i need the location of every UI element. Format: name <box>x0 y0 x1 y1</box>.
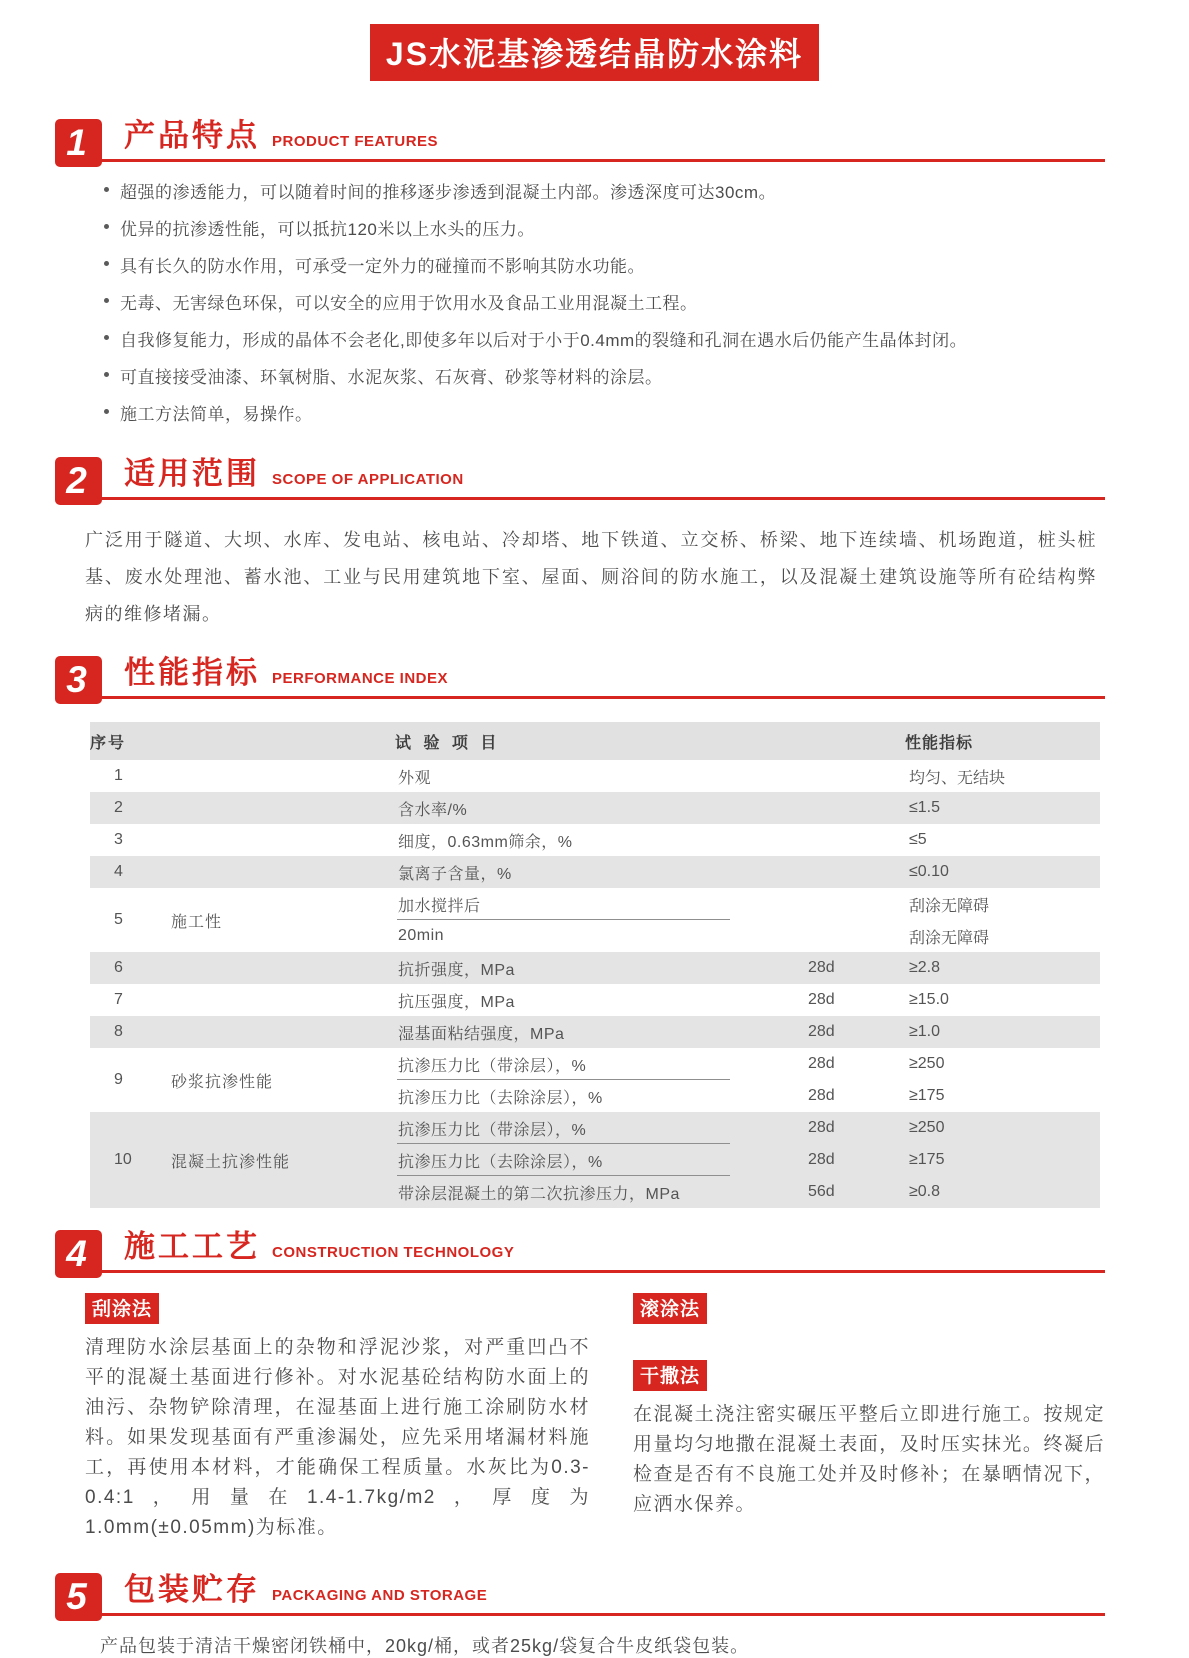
table-row <box>90 856 1100 888</box>
section-subtitle: PERFORMANCE INDEX <box>272 670 449 687</box>
cell-items <box>395 1016 1100 1048</box>
cell-items <box>395 792 1100 824</box>
table-row <box>90 792 1100 824</box>
bullet-dot-icon <box>104 261 109 266</box>
cell-age: 28d <box>808 991 835 1008</box>
feature-item <box>104 289 1129 326</box>
cell-items <box>395 888 1100 952</box>
bullet-dot-icon <box>104 298 109 303</box>
table-subrow <box>395 1112 1100 1144</box>
cell-test-item: 带涂层混凝土的第二次抗渗压力，MPa <box>398 1185 680 1203</box>
table-subrow <box>395 1080 1100 1112</box>
cell-index-value: ≥250 <box>909 1055 945 1072</box>
table-subrow <box>395 920 1100 952</box>
cell-index-value: ≥1.0 <box>909 1023 941 1040</box>
feature-text: 优异的抗渗透性能，可以抵抗120米以上水头的压力。 <box>120 220 535 239</box>
cell-index-value: 均匀、无结块 <box>909 769 1006 787</box>
cell-index-value: ≥250 <box>909 1119 945 1136</box>
section-header-packaging <box>55 1573 1105 1616</box>
cell-index-value: ≥175 <box>909 1151 945 1168</box>
table-subrow <box>395 1016 1100 1048</box>
cell-test-item: 外观 <box>398 769 432 787</box>
method-label-roll: 滚涂法 <box>633 1293 707 1324</box>
cell-no: 10 <box>114 1151 132 1168</box>
bullet-dot-icon <box>104 335 109 340</box>
feature-text: 可直接接受油漆、环氧树脂、水泥灰浆、石灰膏、砂浆等材料的涂层。 <box>120 368 663 387</box>
cell-group: 砂浆抗渗性能 <box>171 1073 274 1091</box>
cell-items <box>395 952 1100 984</box>
cell-items <box>395 984 1100 1016</box>
cell-age: 28d <box>808 1151 835 1168</box>
cell-no: 2 <box>114 799 123 816</box>
header-cell-item: 试 验 项 目 <box>395 734 501 752</box>
table-subrow <box>395 824 1100 856</box>
method-label-dry: 干撒法 <box>633 1360 707 1391</box>
cell-test-item: 细度，0.63mm筛余，% <box>398 833 573 851</box>
cell-no: 7 <box>114 991 123 1008</box>
table-row <box>90 824 1100 856</box>
section-number-badge: 5 <box>55 1573 102 1621</box>
cell-items <box>395 824 1100 856</box>
cell-age: 28d <box>808 1087 835 1104</box>
cell-test-item: 抗渗压力比（去除涂层），% <box>395 1144 790 1176</box>
feature-list <box>104 178 1129 437</box>
table-subrow <box>395 856 1100 888</box>
section-number-badge: 3 <box>55 656 102 704</box>
feature-item <box>104 215 1129 252</box>
cell-index-value: ≥0.8 <box>909 1183 941 1200</box>
cell-test-item: 20min <box>398 927 445 944</box>
feature-item <box>104 178 1129 215</box>
section-subtitle: CONSTRUCTION TECHNOLOGY <box>272 1244 515 1261</box>
cell-age: 28d <box>808 1055 835 1072</box>
cell-age: 28d <box>808 1023 835 1040</box>
method-roll-dry-column <box>633 1293 1105 1543</box>
cell-test-item: 抗渗压力比（带涂层），% <box>395 1112 790 1144</box>
bullet-dot-icon <box>104 409 109 414</box>
table-row <box>90 984 1100 1016</box>
cell-no: 4 <box>114 863 123 880</box>
cell-no: 5 <box>114 911 123 928</box>
section-number-badge: 4 <box>55 1230 102 1278</box>
method-scrape-text: 清理防水涂层基面上的杂物和浮泥沙浆，对严重凹凸不平的混凝土基面进行修补。对水泥基砼结构防水面上的油污、杂物铲除清理，在湿基面上进行施工涂刷防水材料。如果发现基面有严重渗漏处，应先采用堵漏材料施工，再使用本材料，才能确保工程质量。水灰比为0.3-0.4:1，用量在1.4-1.7kg/m2，厚度为1.0mm(±0.05mm)为标准。 <box>85 1337 590 1538</box>
feature-item <box>104 326 1129 363</box>
table-subrow <box>395 760 1100 792</box>
cell-test-item: 加水搅拌后 <box>395 888 790 920</box>
table-subrow <box>395 1176 1100 1208</box>
cell-index-value: 刮涂无障碍 <box>909 897 990 915</box>
cell-items <box>395 1112 1100 1208</box>
construction-methods <box>85 1293 1105 1543</box>
bullet-dot-icon <box>104 224 109 229</box>
section-title: 施工工艺 <box>124 1229 260 1264</box>
section-number-badge: 1 <box>55 119 102 167</box>
section-number-badge: 2 <box>55 457 102 505</box>
table-row <box>90 952 1100 984</box>
table-row <box>90 1016 1100 1048</box>
bullet-dot-icon <box>104 372 109 377</box>
scope-text: 广泛用于隧道、大坝、水库、发电站、核电站、冷却塔、地下铁道、立交桥、桥梁、地下连续墙、机场跑道，桩头桩基、废水处理池、蓄水池、工业与民用建筑地下室、屋面、厕浴间的防水施工，以及混凝土建筑设施等所有砼结构弊病的维修堵漏。 <box>85 530 1097 624</box>
section-subtitle: PRODUCT FEATURES <box>272 133 439 150</box>
feature-text: 无毒、无害绿色环保，可以安全的应用于饮用水及食品工业用混凝土工程。 <box>120 294 698 313</box>
table-subrow <box>395 792 1100 824</box>
section-subtitle: PACKAGING AND STORAGE <box>272 1587 488 1604</box>
cell-test-item: 含水率/% <box>398 801 468 819</box>
header-cell-index: 性能指标 <box>905 734 974 752</box>
cell-no: 1 <box>114 767 123 784</box>
cell-test-item: 抗渗压力比（去除涂层），% <box>398 1089 603 1107</box>
cell-index-value: ≤0.10 <box>909 863 949 880</box>
cell-group: 混凝土抗渗性能 <box>171 1153 291 1171</box>
table-header-row <box>90 722 1100 760</box>
table-row <box>90 888 1100 952</box>
cell-items <box>395 1048 1100 1112</box>
section-title: 包装贮存 <box>124 1572 260 1607</box>
cell-test-item: 抗压强度，MPa <box>398 993 515 1011</box>
table-subrow <box>395 1048 1100 1080</box>
table-subrow <box>395 888 1100 920</box>
section-title: 性能指标 <box>124 655 260 690</box>
cell-test-item: 抗渗压力比（带涂层），% <box>395 1048 790 1080</box>
bullet-dot-icon <box>104 187 109 192</box>
cell-no: 8 <box>114 1023 123 1040</box>
table-row <box>90 760 1100 792</box>
cell-group: 施工性 <box>171 913 223 931</box>
section-header-construction <box>55 1230 1105 1273</box>
table-subrow <box>395 1144 1100 1176</box>
cell-index-value: ≥15.0 <box>909 991 949 1008</box>
section-title: 产品特点 <box>124 118 260 153</box>
section-header-scope <box>55 457 1105 500</box>
packaging-text: 产品包装于清洁干燥密闭铁桶中，20kg/桶，或者25kg/袋复合牛皮纸袋包装。 <box>100 1636 750 1656</box>
feature-text: 施工方法简单，易操作。 <box>120 405 313 424</box>
feature-text: 具有长久的防水作用，可承受一定外力的碰撞而不影响其防水功能。 <box>120 257 645 276</box>
cell-no: 6 <box>114 959 123 976</box>
section-title: 适用范围 <box>124 456 260 491</box>
feature-text: 超强的渗透能力，可以随着时间的推移逐步渗透到混凝土内部。渗透深度可达30cm。 <box>120 183 777 202</box>
section-header-performance <box>55 656 1105 699</box>
cell-age: 28d <box>808 1119 835 1136</box>
cell-no: 9 <box>114 1071 123 1088</box>
cell-index-value: 刮涂无障碍 <box>909 929 990 947</box>
table-row <box>90 1112 1100 1208</box>
header-cell-no: 序号 <box>90 734 127 752</box>
cell-index-value: ≥2.8 <box>909 959 941 976</box>
method-label-scrape: 刮涂法 <box>85 1293 159 1324</box>
product-title-banner: JS水泥基渗透结晶防水涂料 <box>370 24 819 81</box>
method-scrape-column <box>85 1293 590 1543</box>
cell-no: 3 <box>114 831 123 848</box>
cell-items <box>395 856 1100 888</box>
cell-test-item: 湿基面粘结强度，MPa <box>398 1025 565 1043</box>
table-row <box>90 1048 1100 1112</box>
cell-age: 28d <box>808 959 835 976</box>
cell-test-item: 氯离子含量，% <box>398 865 512 883</box>
table-subrow <box>395 984 1100 1016</box>
performance-table-body <box>90 760 1100 1208</box>
section-header-features <box>55 119 1105 162</box>
cell-index-value: ≤1.5 <box>909 799 941 816</box>
cell-items <box>395 760 1100 792</box>
feature-item <box>104 363 1129 400</box>
section-subtitle: SCOPE OF APPLICATION <box>272 471 464 488</box>
method-dry-text: 在混凝土浇注密实碾压平整后立即进行施工。按规定用量均匀地撒在混凝土表面，及时压实抹光。终凝后检查是否有不良施工处并及时修补；在暴晒情况下，应洒水保养。 <box>633 1404 1105 1515</box>
feature-text: 自我修复能力，形成的晶体不会老化,即使多年以后对于小于0.4mm的裂缝和孔洞在遇水后仍能产生晶体封闭。 <box>120 331 968 350</box>
cell-age: 56d <box>808 1183 835 1200</box>
cell-test-item: 抗折强度，MPa <box>398 961 515 979</box>
cell-index-value: ≤5 <box>909 831 927 848</box>
cell-index-value: ≥175 <box>909 1087 945 1104</box>
feature-item <box>104 252 1129 289</box>
table-subrow <box>395 952 1100 984</box>
feature-item <box>104 400 1129 437</box>
performance-table <box>90 722 1100 1208</box>
